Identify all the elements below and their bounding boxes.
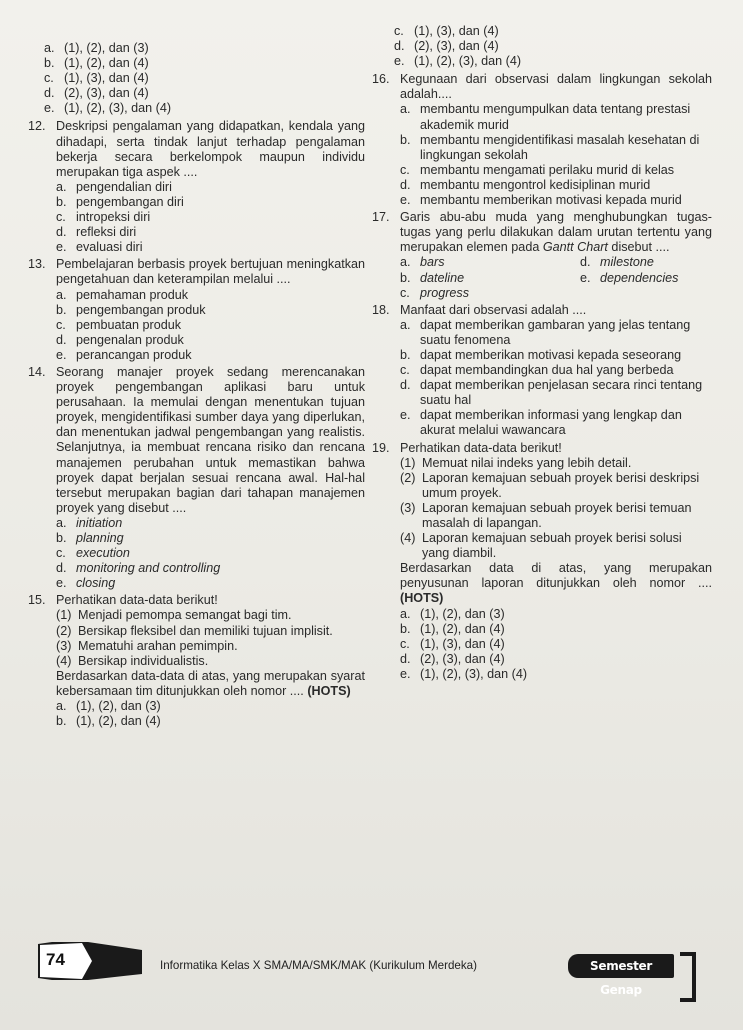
- option-c: c. intropeksi diri: [56, 210, 151, 225]
- option-e: e. dependencies: [580, 270, 679, 285]
- statement: (1) Menjadi pemompa semangat bagi tim.: [56, 608, 292, 623]
- statement: (2) Bersikap fleksibel dan memiliki tujuan implisit.: [56, 623, 333, 638]
- question-number: 15.: [28, 593, 46, 608]
- question-17: [372, 210, 712, 301]
- question-18: [372, 303, 712, 439]
- question-12: [28, 119, 365, 255]
- semester-badge: Semester Genap: [568, 954, 674, 978]
- question-number: 14.: [28, 364, 46, 379]
- question-closing-text: Berdasarkan data di atas, yang merupakan penyusunan laporan ditunjukkan oleh nomor .... (HOTS): [400, 561, 712, 606]
- question-number: 13.: [28, 257, 46, 272]
- option-d: d. membantu mengontrol kedisiplinan murid: [400, 177, 651, 192]
- option-e: e. dapat memberikan informasi yang lengkap dan akurat melalui wawancara: [400, 408, 682, 438]
- statement: (2) Laporan kemajuan sebuah proyek berisi deskripsi umum proyek.: [400, 470, 700, 500]
- question-text: Perhatikan data-data berikut!: [56, 593, 218, 608]
- book-title: Informatika Kelas X SMA/MA/SMK/MAK (Kurikulum Merdeka): [160, 959, 477, 972]
- option-d: d. refleksi diri: [56, 225, 137, 240]
- option: d. (2), (3), dan (4): [44, 86, 149, 101]
- option-grid: [400, 255, 712, 300]
- question-number: 17.: [372, 210, 390, 225]
- option-d: d. milestone: [580, 255, 654, 270]
- option-a: a. (1), (2), dan (3): [400, 606, 505, 621]
- question-text: Pembelajaran berbasis proyek bertujuan meningkatkan pengetahuan dan keterampilan melalui ....: [56, 257, 365, 287]
- option-e: e. closing: [56, 576, 116, 591]
- question-19: [372, 441, 712, 683]
- option-e: e. (1), (2), (3), dan (4): [400, 666, 528, 681]
- question-15: [28, 593, 365, 729]
- statement: (1) Memuat nilai indeks yang lebih detail.: [400, 455, 632, 470]
- question-closing-text: Berdasarkan data-data di atas, yang merupakan syarat kebersamaan tim ditunjukkan oleh nomor .... (HOTS): [56, 668, 365, 698]
- option-b: b. (1), (2), dan (4): [56, 714, 161, 729]
- option-e: e. perancangan produk: [56, 347, 192, 362]
- option: a. (1), (2), dan (3): [44, 41, 149, 55]
- option-b: b. (1), (2), dan (4): [400, 621, 505, 636]
- question-text: Kegunaan dari observasi dalam lingkungan sekolah adalah....: [400, 72, 712, 102]
- option-b: b. dapat memberikan motivasi kepada seseorang: [400, 347, 682, 362]
- bracket-decoration: [680, 952, 696, 1002]
- option-b: b. pengembangan diri: [56, 194, 184, 209]
- question-number: 18.: [372, 302, 390, 317]
- previous-question-options: [394, 24, 712, 69]
- question-number: 12.: [28, 119, 46, 134]
- option-e: e. evaluasi diri: [56, 240, 143, 255]
- question-text: Deskripsi pengalaman yang didapatkan, kendala yang dihadapi, serta tindak lanjut terhadap pengalaman bekerja secara berkelompok maupun individu merupakan tiga aspek ....: [56, 119, 365, 179]
- statement: (3) Laporan kemajuan sebuah proyek berisi temuan masalah di lapangan.: [400, 500, 692, 530]
- question-13: [28, 257, 365, 363]
- option-a: a. initiation: [56, 515, 123, 530]
- option-e: e. membantu memberikan motivasi kepada murid: [400, 193, 682, 208]
- option-c: c. progress: [400, 285, 469, 300]
- statement: (4) Laporan kemajuan sebuah proyek berisi solusi yang diambil.: [400, 531, 682, 561]
- option: c. (1), (3), dan (4): [44, 71, 149, 86]
- option-c: c. dapat membandingkan dua hal yang berbeda: [400, 363, 674, 378]
- option-a: a. membantu mengumpulkan data tentang prestasi akademik murid: [400, 102, 691, 132]
- question-text: Seorang manajer proyek sedang merencanakan proyek pengembangan aplikasi baru untuk perusahaan. Ia memulai dengan menentukan tujuan proyek, mengidentifikasi sumber daya yang diperlukan, dan menentukan jadwal pengembangan yang realistis. Selanjutnya, ia membuat rencana risiko dan rencana manajemen perubahan untuk memastikan bahwa proyek dapat berjalan sesuai rencana awal. Hal-hal tersebut merupakan bagian dari tahapan manajemen proyek yang disebut ....: [56, 364, 365, 515]
- option-b: b. pengembangan produk: [56, 302, 206, 317]
- question-16: [372, 72, 712, 208]
- option-a: a. (1), (2), dan (3): [56, 699, 161, 714]
- option: e. (1), (2), (3), dan (4): [44, 101, 172, 116]
- option: e. (1), (2), (3), dan (4): [394, 54, 522, 69]
- option-b: b. planning: [56, 531, 124, 545]
- question-number: 19.: [372, 440, 390, 455]
- page-number: 74: [46, 950, 65, 969]
- option-c: c. membantu mengamati perilaku murid di kelas: [400, 162, 675, 177]
- question-text: Manfaat dari observasi adalah ....: [400, 302, 587, 317]
- previous-question-options: [44, 41, 365, 116]
- option-d: d. pengenalan produk: [56, 332, 184, 347]
- option-b: b. dateline: [400, 270, 465, 285]
- option-b: b. membantu mengidentifikasi masalah kesehatan di lingkungan sekolah: [400, 132, 700, 162]
- right-column: [372, 24, 712, 682]
- option: c. (1), (3), dan (4): [394, 24, 499, 38]
- question-14: [28, 364, 365, 591]
- option-c: c. execution: [56, 546, 130, 561]
- option-a: a. pemahaman produk: [56, 287, 189, 302]
- option-a: a. dapat memberikan gambaran yang jelas tentang suatu fenomena: [400, 317, 691, 347]
- option-d: d. monitoring and controlling: [56, 561, 221, 576]
- question-text: Garis abu-abu muda yang menghubungkan tugas-tugas yang perlu dilakukan dalam urutan tertentu yang merupakan elemen pada Gantt Chart disebut ....: [400, 210, 712, 255]
- question-text: Perhatikan data-data berikut!: [400, 440, 562, 455]
- option: b. (1), (2), dan (4): [44, 56, 149, 71]
- left-column: [28, 41, 365, 729]
- option-d: d. (2), (3), dan (4): [400, 651, 505, 666]
- option-d: d. dapat memberikan penjelasan secara rinci tentang suatu hal: [400, 378, 703, 408]
- hots-label: (HOTS): [400, 591, 444, 606]
- statement: (3) Mematuhi arahan pemimpin.: [56, 638, 238, 653]
- option-a: a. pengendalian diri: [56, 179, 172, 194]
- hots-label: (HOTS): [307, 683, 351, 698]
- option-c: c. (1), (3), dan (4): [400, 636, 505, 651]
- option-a: a. bars: [400, 255, 445, 270]
- statement: (4) Bersikap individualistis.: [56, 653, 209, 668]
- option: d. (2), (3), dan (4): [394, 39, 499, 54]
- option-c: c. pembuatan produk: [56, 317, 182, 332]
- page-footer: [38, 940, 718, 1000]
- question-number: 16.: [372, 72, 390, 87]
